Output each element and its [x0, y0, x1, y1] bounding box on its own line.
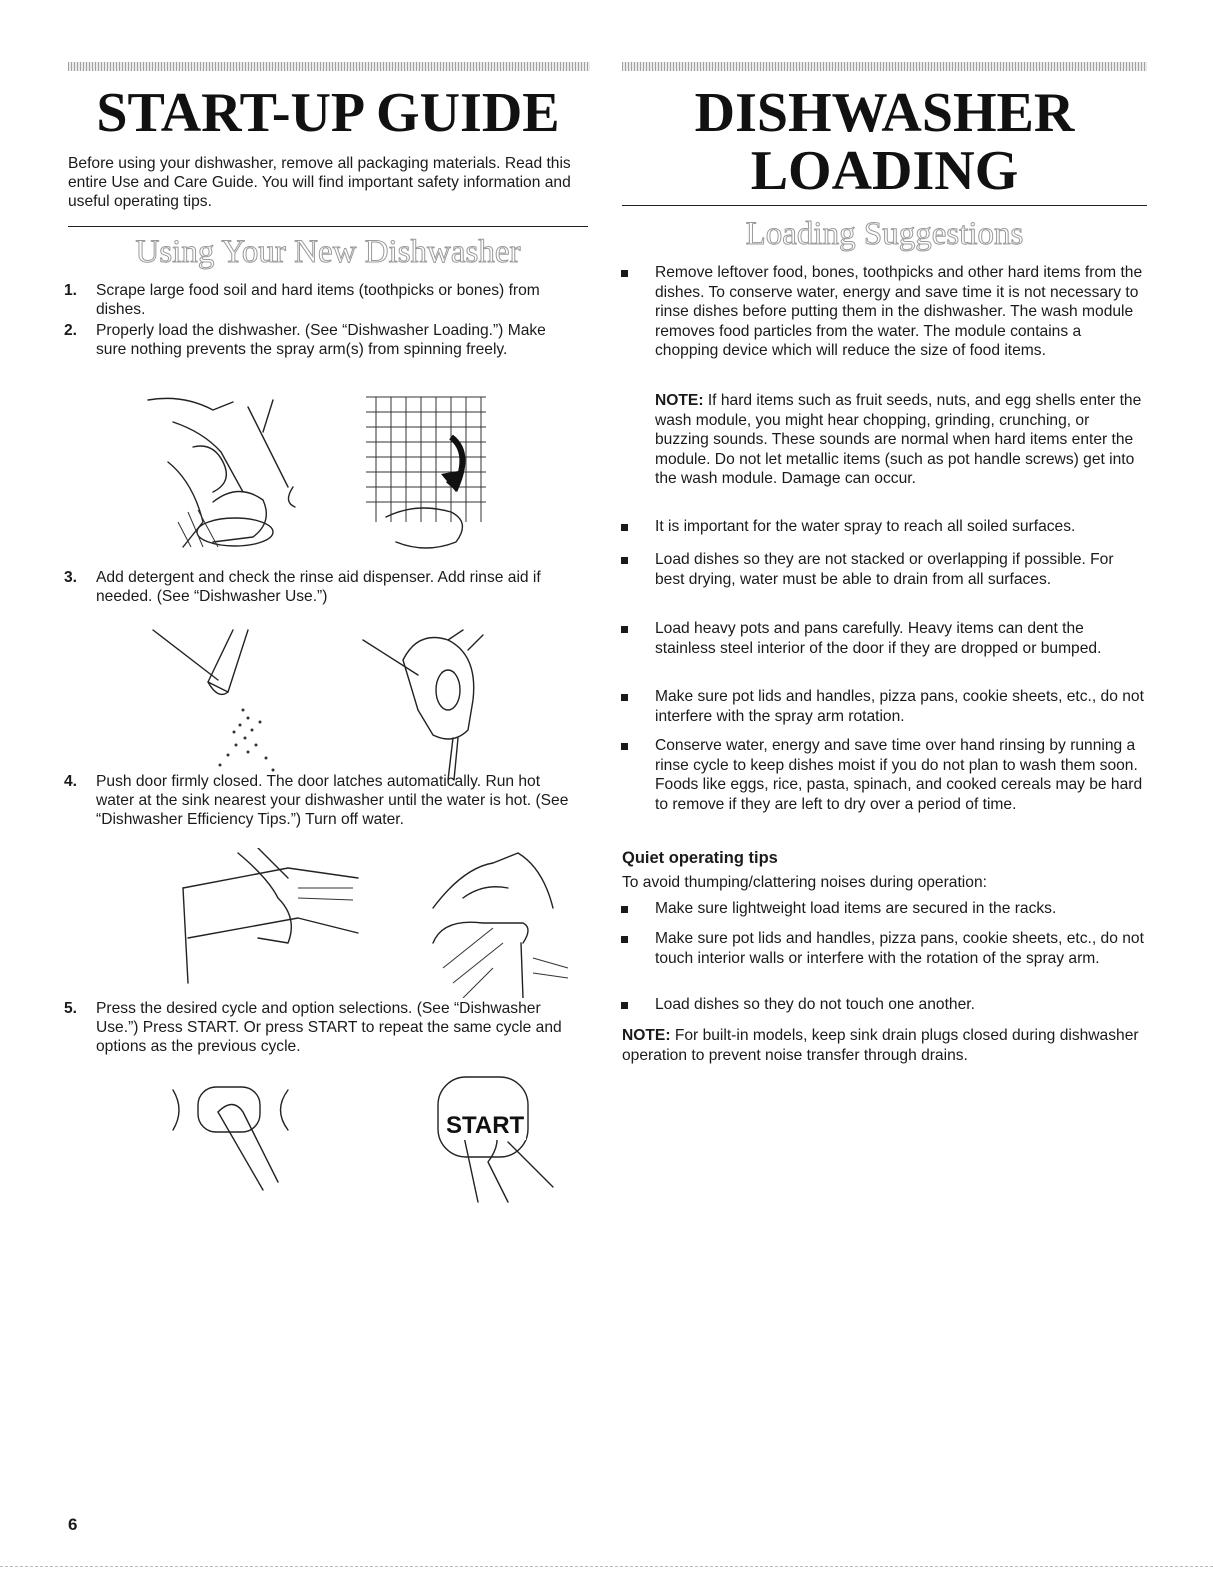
bullet-square-icon: [621, 524, 628, 531]
press-start-button-illustration: [358, 1072, 558, 1212]
bullet-text: Load dishes so they do not touch one another.: [655, 996, 975, 1013]
close-door-illustration: [178, 848, 368, 988]
bullet-square-icon: [621, 936, 628, 943]
start-up-guide-title: START-UP GUIDE: [96, 82, 560, 144]
run-hot-water-illustration: [423, 848, 573, 998]
note-label: NOTE:: [622, 1027, 671, 1044]
bullet-text: It is important for the water spray to reach all soiled surfaces.: [655, 518, 1076, 535]
bullet-text: Load heavy pots and pans carefully. Heavy items can dent the stainless steel interior of the door if they are dropped or bumped.: [655, 620, 1102, 657]
step-number: 1.: [64, 282, 78, 299]
bullet-square-icon: [621, 626, 628, 633]
section-divider: [68, 226, 588, 227]
bullet-text: Make sure pot lids and handles, pizza pans, cookie sheets, etc., do not touch interior walls or interfere with the rotation of the spray arm.: [655, 930, 1144, 967]
note-label: NOTE:: [655, 392, 704, 409]
bullet-square-icon: [621, 270, 628, 277]
quiet-operating-tips-heading: Quiet operating tips: [622, 849, 778, 867]
bullet-square-icon: [621, 557, 628, 564]
step-number: 2.: [64, 322, 78, 339]
subheading-loading-suggestions: Loading Suggestions: [745, 216, 1024, 252]
add-detergent-illustration: [148, 620, 298, 790]
note-text: For built-in models, keep sink drain plugs closed during dishwasher operation to prevent noise transfer through drains.: [622, 1027, 1139, 1064]
bullet-text: Remove leftover food, bones, toothpicks and other hard items from the dishes. To conserve water, energy and save time it is not necessary to rinse dishes before putting them in the dishwasher. The wash module removes food particles from the water. The module contains a chopping device which will reduce the size of food items.: [655, 264, 1143, 359]
bullet-text: Make sure pot lids and handles, pizza pans, cookie sheets, etc., do not interfere with the spray arm rotation.: [655, 688, 1144, 725]
intro-paragraph: Before using your dishwasher, remove all packaging materials. Read this entire Use and Care Guide. You will find important safety information and useful operating tips.: [68, 155, 571, 210]
step-number: 4.: [64, 773, 78, 790]
bullet-text: Make sure lightweight load items are secured in the racks.: [655, 900, 1057, 917]
header-bar-right: [622, 62, 1147, 71]
step-text: Scrape large food soil and hard items (toothpicks or bones) from dishes.: [96, 282, 540, 318]
note-built-in-models: [622, 1026, 1147, 1065]
step-text: Properly load the dishwasher. (See “Dishwasher Loading.”) Make sure nothing prevents the spray arm(s) from spinning freely.: [96, 322, 546, 358]
title-line-1: DISHWASHER: [694, 82, 1075, 144]
bullet-square-icon: [621, 743, 628, 750]
dishwasher-loading-title: [622, 84, 1147, 200]
note-hard-items: [655, 391, 1145, 489]
subheading-using-dishwasher: Using Your New Dishwasher: [135, 234, 521, 270]
title-line-2: LOADING: [750, 140, 1019, 202]
press-cycle-button-illustration: [163, 1082, 313, 1202]
step-text: Add detergent and check the rinse aid dispenser. Add rinse aid if needed. (See “Dishwasher Use.”): [96, 569, 541, 605]
step-text: Press the desired cycle and option selections. (See “Dishwasher Use.”) Press START. Or press START to repeat the same cycle and options as the previous cycle.: [96, 1000, 562, 1055]
bullet-square-icon: [621, 906, 628, 913]
step-number: 3.: [64, 569, 78, 586]
page-bottom-rule: [0, 1566, 1213, 1567]
start-button: START: [446, 1112, 525, 1139]
page-number: 6: [68, 1515, 78, 1534]
header-bar-left: [68, 62, 590, 71]
bullet-square-icon: [621, 694, 628, 701]
note-text: If hard items such as fruit seeds, nuts, and egg shells enter the wash module, you might hear chopping, grinding, crunching, or buzzing sounds. These sounds are normal when hard items enter the module. Do not let metallic items (such as pot handle screws) get into the wash module. Damage can occur.: [655, 392, 1142, 487]
step-text: Push door firmly closed. The door latches automatically. Run hot water at the sink nearest your dishwasher until the water is hot. (See “Dishwasher Efficiency Tips.”) Turn off water.: [96, 773, 569, 828]
bullet-text: Conserve water, energy and save time over hand rinsing by running a rinse cycle to keep dishes moist if you do not plan to wash them soon. Foods like eggs, rice, pasta, spinach, and cooked cereals may be hard to remove if they are left to dry over a period of time.: [655, 737, 1143, 813]
step-number: 5.: [64, 1000, 78, 1017]
bullet-text: Load dishes so they are not stacked or overlapping if possible. For best drying, water must be able to drain from all surfaces.: [655, 551, 1114, 588]
section-divider: [622, 205, 1147, 206]
quiet-tips-intro: To avoid thumping/clattering noises during operation:: [622, 874, 987, 891]
scrape-dishes-illustration: [143, 392, 313, 552]
bullet-square-icon: [621, 1002, 628, 1009]
load-rack-illustration: [356, 392, 496, 552]
rinse-aid-illustration: [358, 620, 508, 790]
